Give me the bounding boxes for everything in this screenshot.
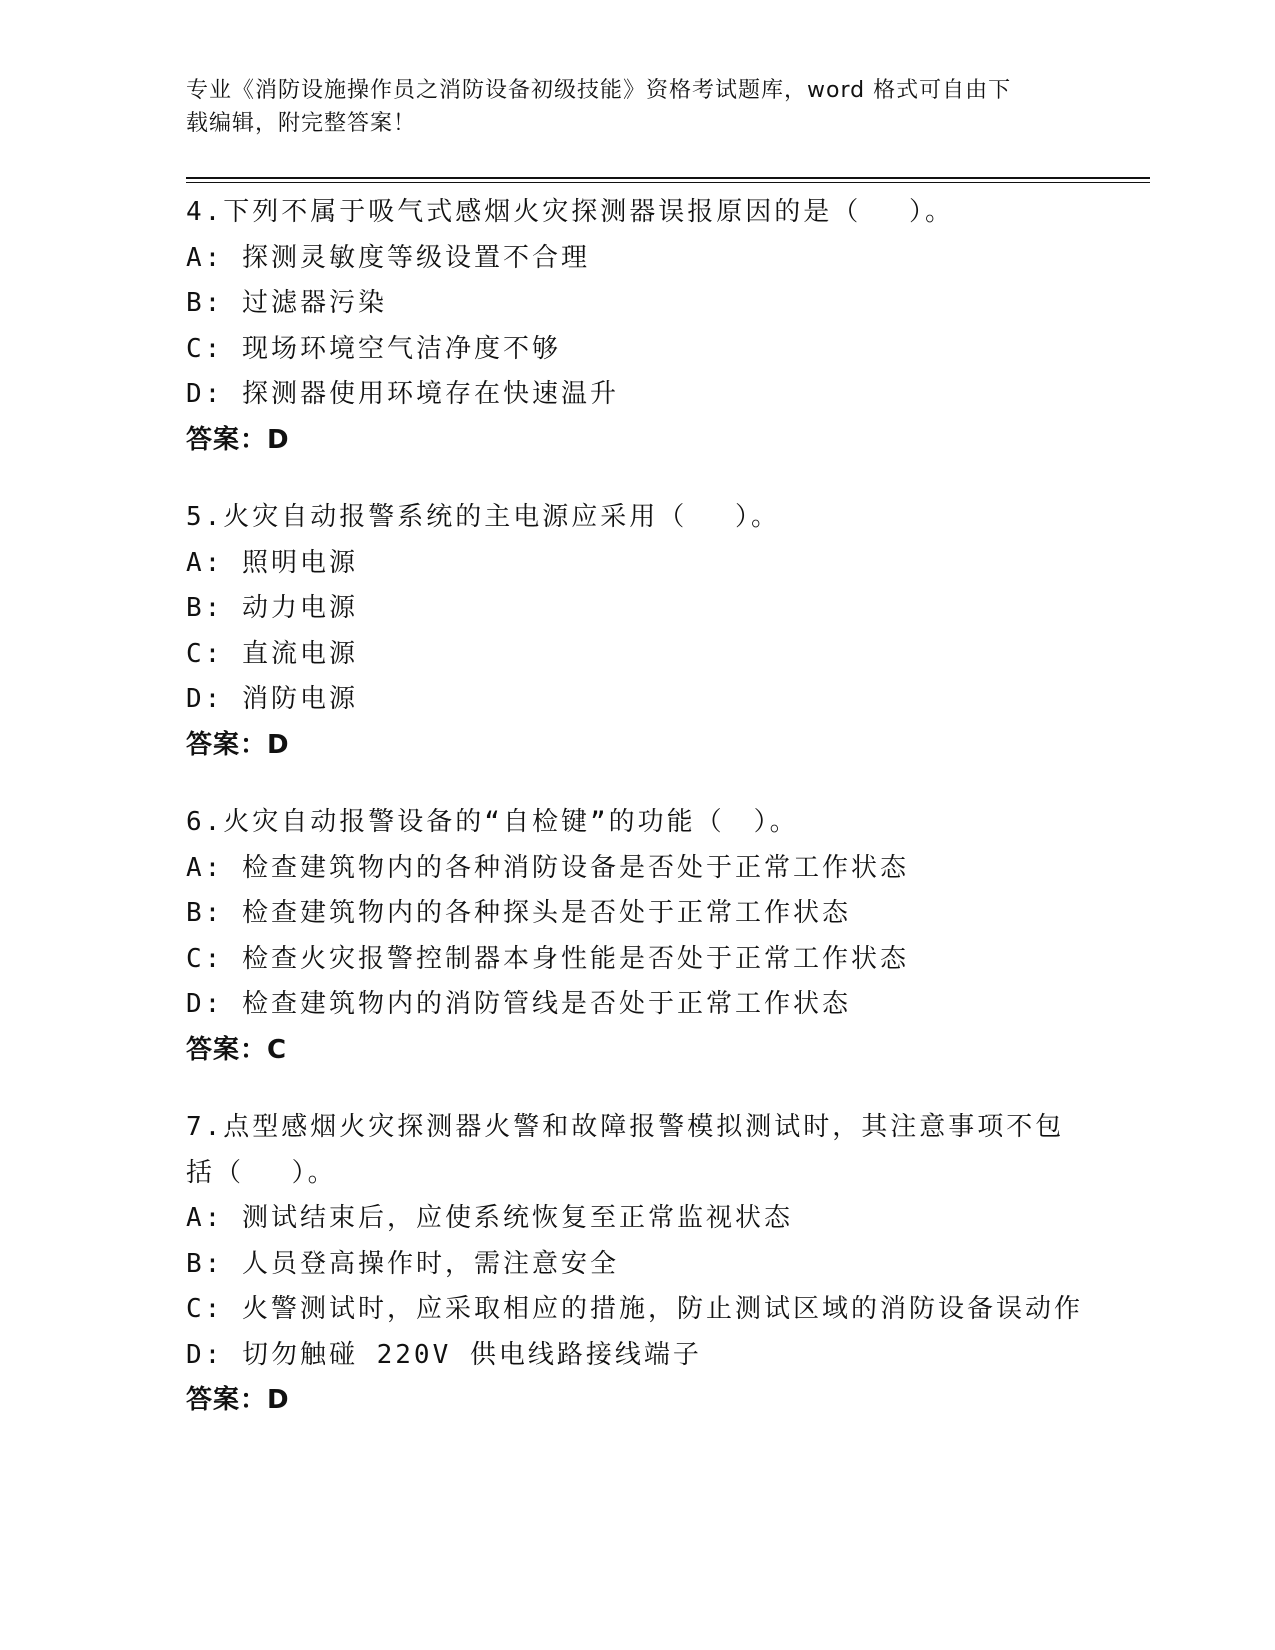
question-5 — [186, 495, 1086, 768]
answer: 答案：C — [186, 1034, 288, 1065]
option-a: A: 检查建筑物内的各种消防设备是否处于正常工作状态 — [186, 852, 909, 883]
question-list — [186, 190, 1086, 1456]
option-c: C: 直流电源 — [186, 638, 358, 669]
option-a: A: 测试结束后，应使系统恢复至正常监视状态 — [186, 1203, 793, 1233]
header-divider-thin — [186, 182, 1150, 183]
option-d: D: 消防电源 — [186, 684, 358, 714]
option-c: C: 火警测试时，应采取相应的措施，防止测试区域的消防设备误动作 — [186, 1294, 1083, 1324]
question-stem: 4.下列不属于吸气式感烟火灾探测器误报原因的是（ ）。 — [186, 197, 954, 227]
option-b: B: 动力电源 — [186, 593, 358, 623]
header-line-1: 专业《消防设施操作员之消防设备初级技能》资格考试题库，word 格式可自由下 — [186, 78, 1012, 103]
option-b: B: 过滤器污染 — [186, 288, 387, 318]
option-a: A: 照明电源 — [186, 547, 358, 578]
option-c: C: 检查火灾报警控制器本身性能是否处于正常工作状态 — [186, 943, 909, 974]
option-b: B: 人员登高操作时，需注意安全 — [186, 1248, 619, 1279]
question-4 — [186, 190, 1086, 463]
option-d: D: 探测器使用环境存在快速温升 — [186, 379, 619, 409]
option-d: D: 切勿触碰 220V 供电线路接线端子 — [186, 1339, 702, 1370]
question-stem: 6.火灾自动报警设备的“自检键”的功能（ ）。 — [186, 807, 799, 837]
answer: 答案：D — [186, 729, 290, 760]
document-header — [186, 74, 1086, 140]
option-d: D: 检查建筑物内的消防管线是否处于正常工作状态 — [186, 989, 851, 1019]
answer: 答案：D — [186, 1385, 290, 1415]
option-c: C: 现场环境空气洁净度不够 — [186, 333, 561, 364]
option-a: A: 探测灵敏度等级设置不合理 — [186, 242, 590, 273]
question-6 — [186, 800, 1086, 1073]
question-stem: 7.点型感烟火灾探测器火警和故障报警模拟测试时，其注意事项不包括（ ）。 — [186, 1112, 1065, 1188]
answer: 答案：D — [186, 424, 290, 455]
question-stem: 5.火灾自动报警系统的主电源应采用（ ）。 — [186, 502, 780, 532]
question-7 — [186, 1105, 1086, 1424]
option-b: B: 检查建筑物内的各种探头是否处于正常工作状态 — [186, 898, 851, 928]
header-divider-thick — [186, 177, 1150, 179]
header-line-2: 载编辑，附完整答案！ — [186, 111, 417, 136]
